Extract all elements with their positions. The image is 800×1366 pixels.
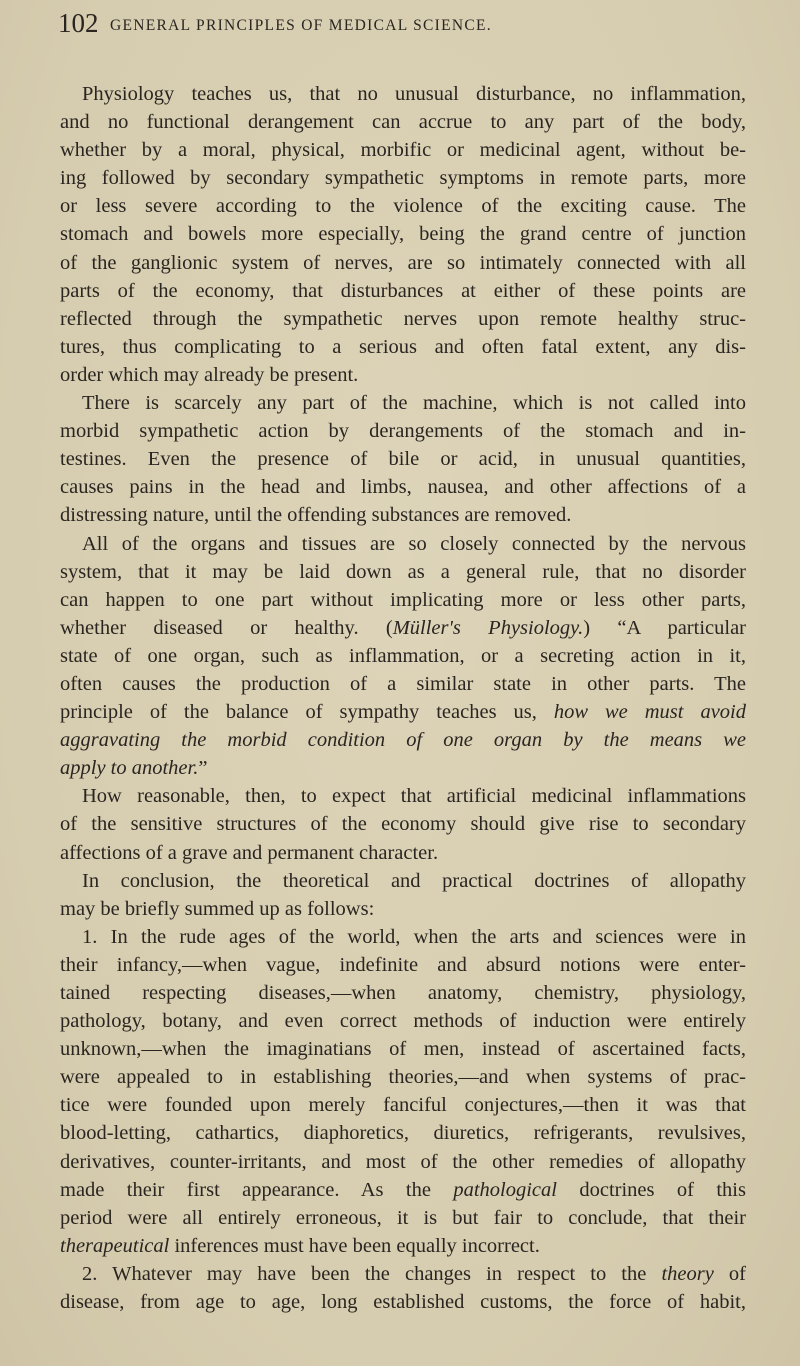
- text-line: [60, 1119, 746, 1147]
- text-line: [60, 951, 746, 979]
- text-segment: ) “A particular: [583, 616, 746, 639]
- text-line: [60, 249, 746, 277]
- text-line: [60, 136, 746, 164]
- text-segment: made their first appearance. As the: [60, 1178, 454, 1201]
- text-line: [60, 1176, 746, 1204]
- text-segment: Physiology teaches us, that no unusual disturbance, no inflammation,: [82, 83, 746, 105]
- text-line: [60, 277, 746, 305]
- text-segment: tained respecting diseases,—when anatomy, chemistry, physiology,: [60, 982, 746, 1004]
- text-line: [60, 1204, 746, 1232]
- text-segment: In conclusion, the theoretical and practical doctrines of allopathy: [82, 869, 746, 892]
- text-segment: or less severe according to the violence of the exciting cause. The: [60, 195, 746, 218]
- text-segment: reflected through the sympathetic nerves upon remote healthy struc-: [60, 307, 746, 330]
- italic-text: therapeutical: [60, 1234, 170, 1257]
- text-line: [60, 698, 746, 726]
- text-segment: principle of the balance of sympathy teaches us,: [60, 701, 554, 724]
- text-line: [60, 642, 746, 670]
- italic-text: aggravating the morbid condition of one organ by the means we: [60, 729, 746, 752]
- text-segment: derivatives, counter-irritants, and most of the other remedies of allopathy: [60, 1150, 746, 1173]
- text-segment: were appealed to in establishing theories,—and when systems of prac-: [60, 1066, 746, 1089]
- text-line: [60, 220, 746, 248]
- text-segment: may be briefly summed up as follows:: [60, 897, 375, 920]
- text-segment: morbid sympathetic action by derangements of the stomach and in-: [60, 420, 746, 443]
- text-line: [60, 1007, 746, 1035]
- text-segment: pathology, botany, and even correct methods of induction were entirely: [60, 1010, 746, 1033]
- text-segment: and no functional derangement can accrue to any part of the body,: [60, 111, 746, 134]
- text-segment: parts of the economy, that disturbances at either of these points are: [60, 279, 746, 302]
- text-segment: ”: [198, 757, 208, 780]
- text-line: [60, 586, 746, 614]
- text-line: [60, 1091, 746, 1119]
- text-line: [60, 333, 746, 361]
- text-line: [60, 445, 746, 473]
- text-segment: tures, thus complicating to a serious and often fatal extent, any dis-: [60, 335, 746, 358]
- text-line: [60, 530, 746, 558]
- text-segment: unknown,—when the imaginatians of men, instead of ascertained facts,: [60, 1038, 746, 1061]
- text-segment: tice were founded upon merely fanciful conjectures,—then it was that: [60, 1094, 746, 1117]
- text-line: [60, 558, 746, 586]
- text-line: [60, 754, 746, 782]
- text-line: [60, 164, 746, 192]
- text-line: [60, 867, 746, 895]
- text-segment: system, that it may be laid down as a general rule, that no disorder: [60, 560, 746, 583]
- text-line: [60, 923, 746, 951]
- text-line: [60, 670, 746, 698]
- text-line: [60, 473, 746, 501]
- text-line: [60, 1232, 746, 1260]
- text-line: [60, 839, 746, 867]
- italic-text: apply to another.: [60, 757, 199, 780]
- italic-text: pathological: [453, 1178, 557, 1201]
- text-segment: state of one organ, such as inflammation, or a secreting action in it,: [60, 644, 746, 667]
- text-segment: order which may already be present.: [60, 363, 359, 386]
- text-segment: of: [713, 1262, 746, 1285]
- text-segment: 2. Whatever may have been the changes in respect to the: [82, 1262, 662, 1285]
- text-segment: period were all entirely erroneous, it is but fair to conclude, that their: [60, 1206, 746, 1229]
- italic-text: Müller's Physiology.: [392, 616, 584, 639]
- text-segment: blood-letting, cathartics, diaphoretics, diuretics, refrigerants, revulsives,: [60, 1122, 746, 1145]
- text-line: [60, 1260, 746, 1288]
- text-segment: All of the organs and tissues are so closely connected by the nervous: [82, 532, 746, 555]
- text-segment: inferences must have been equally incorrect.: [169, 1234, 540, 1257]
- text-line: [60, 1063, 746, 1091]
- body-text: [60, 80, 746, 1316]
- text-line: [60, 1148, 746, 1176]
- text-segment: 1. In the rude ages of the world, when the arts and sciences were in: [82, 925, 746, 948]
- text-segment: How reasonable, then, to expect that artificial medicinal inflammations: [82, 785, 746, 808]
- text-line: [60, 192, 746, 220]
- text-line: [60, 1288, 746, 1316]
- text-segment: testines. Even the presence of bile or acid, in unusual quantities,: [60, 448, 746, 471]
- text-segment: whether by a moral, physical, morbific or medicinal agent, without be-: [60, 139, 746, 162]
- text-line: [60, 305, 746, 333]
- text-segment: of the sensitive structures of the economy should give rise to secondary: [60, 813, 746, 836]
- text-segment: disease, from age to age, long established customs, the force of habit,: [60, 1291, 746, 1314]
- text-line: [60, 979, 746, 1007]
- text-segment: of the ganglionic system of nerves, are so intimately connected with all: [60, 251, 746, 274]
- text-line: [60, 501, 746, 529]
- page-number: 102: [58, 8, 99, 38]
- text-line: [60, 782, 746, 810]
- text-line: [60, 361, 746, 389]
- italic-text: how we must avoid: [553, 701, 746, 724]
- text-line: [60, 895, 746, 923]
- text-line: [60, 614, 746, 642]
- text-line: [60, 108, 746, 136]
- text-segment: distressing nature, until the offending substances are removed.: [60, 504, 572, 527]
- running-title: GENERAL PRINCIPLES OF MEDICAL SCIENCE.: [110, 17, 492, 34]
- text-line: [60, 80, 746, 108]
- text-line: [60, 1035, 746, 1063]
- text-segment: doctrines of this: [556, 1178, 746, 1201]
- italic-text: theory: [661, 1262, 714, 1285]
- text-segment: affections of a grave and permanent character.: [60, 841, 439, 864]
- text-segment: stomach and bowels more especially, being the grand centre of junction: [60, 223, 746, 246]
- text-line: [60, 417, 746, 445]
- text-segment: There is scarcely any part of the machine, which is not called into: [82, 392, 746, 415]
- text-segment: ing followed by secondary sympathetic symptoms in remote parts, more: [60, 167, 746, 190]
- text-segment: often causes the production of a similar state in other parts. The: [60, 672, 746, 695]
- text-segment: can happen to one part without implicating more or less other parts,: [60, 588, 746, 611]
- text-segment: their infancy,—when vague, indefinite and absurd notions were enter-: [60, 953, 746, 976]
- text-segment: causes pains in the head and limbs, nausea, and other affections of a: [60, 476, 746, 499]
- text-line: [60, 810, 746, 838]
- text-segment: whether diseased or healthy. (: [60, 616, 393, 639]
- page-header: [58, 8, 748, 48]
- text-line: [60, 726, 746, 754]
- text-line: [60, 389, 746, 417]
